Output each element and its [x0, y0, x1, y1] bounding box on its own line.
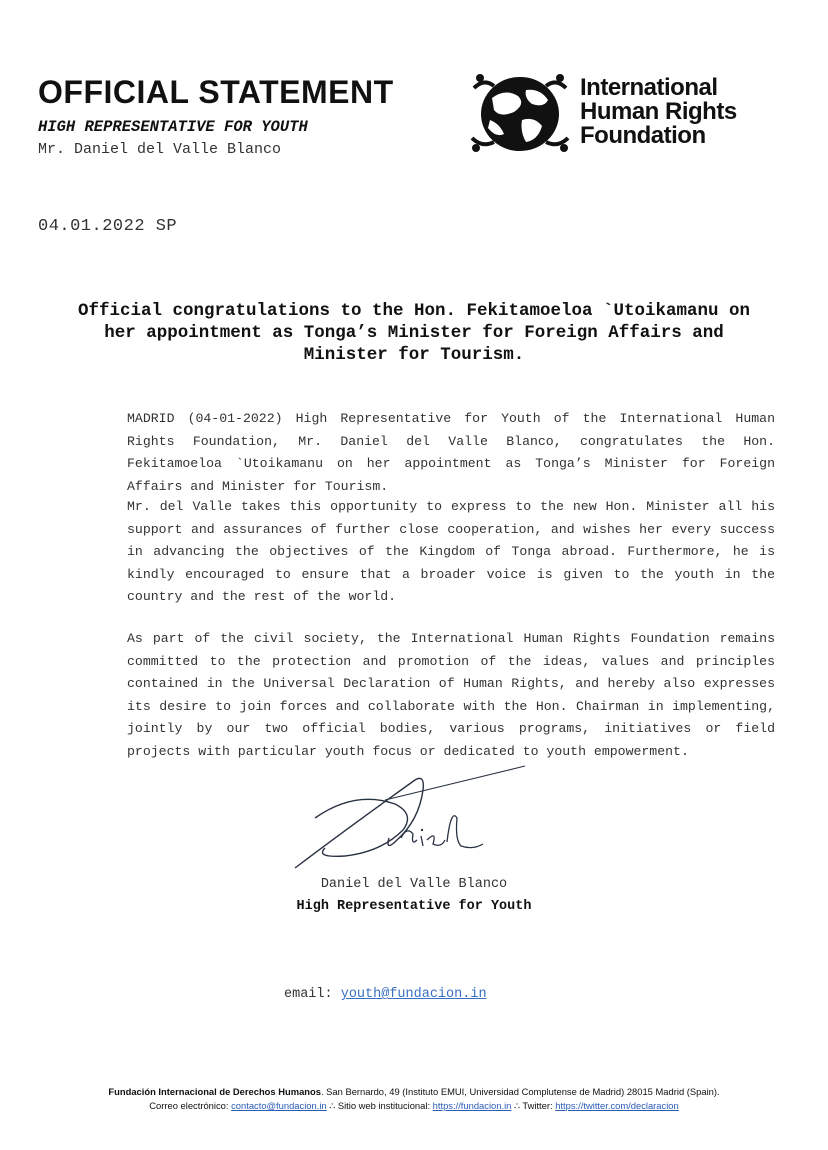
headline-line1: Official congratulations to the Hon. Fekitamoeloa `Utoikamanu on — [77, 301, 751, 321]
representative-name: Mr. Daniel del Valle Blanco — [38, 141, 282, 158]
logo-text-line1: International — [580, 74, 718, 101]
footer-twitter-link[interactable]: https://twitter.com/declaracion — [555, 1100, 679, 1111]
signer-role: High Representative for Youth — [296, 899, 532, 914]
email-label: email: — [284, 987, 333, 1002]
headline-line3: Minister for Tourism. — [303, 345, 525, 365]
handwritten-signature — [285, 760, 535, 875]
body-paragraph-3: As part of the civil society, the International Human Rights Foundation remains committed to the protection and promotion of the ideas, values and principles contained in the Universal Declaration of Human Rights, and hereby also expresses its desire to join forces and collaborate with the Hon. Chairman in implementing, jointly by our two official bodies, various programs, initiatives or field projects with particular youth focus or dedicated to youth empowerment. — [127, 631, 775, 759]
footer-email-link[interactable]: contacto@fundacion.in — [231, 1100, 327, 1111]
footer-address — [0, 1086, 828, 1097]
logo-text-line2: Human Rights — [580, 98, 737, 125]
signer-name: Daniel del Valle Blanco — [320, 877, 508, 892]
footer-address-text: . San Bernardo, 49 (Instituto EMUI, Universidad Complutense de Madrid) 28015 Madrid (Spain). — [320, 1086, 720, 1097]
footer-web-label: Sitio web institucional: — [337, 1100, 431, 1111]
logo-text-line3: Foundation — [580, 122, 706, 149]
headline-line2: her appointment as Tonga’s Minister for Foreign Affairs and — [104, 323, 724, 343]
footer-separator: ∴ — [513, 1100, 520, 1111]
footer-twitter-label: Twitter: — [522, 1100, 553, 1111]
document-title: OFFICIAL STATEMENT — [38, 74, 394, 110]
footer-links — [0, 1100, 828, 1112]
contact-email — [284, 987, 487, 1002]
footer-email-label: Correo electrónico: — [149, 1100, 229, 1111]
footer-org-name: Fundación Internacional de Derechos Humanos — [108, 1086, 321, 1097]
foundation-logo — [470, 68, 760, 158]
body-paragraph-1: MADRID (04-01-2022) High Representative for Youth of the International Human Rights Foundation, Mr. Daniel del Valle Blanco, congratulates the Hon. Fekitamoeloa `Utoikamanu on her appointment as Tonga’s Minister for Foreign Affairs and Minister for Tourism. — [127, 411, 775, 494]
body-paragraph-2: Mr. del Valle takes this opportunity to express to the new Hon. Minister all his support and assurances of further close cooperation, and wishes her every success in advancing the objectives of the Kingdom of Tonga abroad. Furthermore, he is kindly encouraged to ensure that a broader voice is given to the youth in the country and the rest of the world. — [127, 499, 775, 604]
footer-web-link[interactable]: https://fundacion.in — [432, 1100, 512, 1111]
email-link[interactable]: youth@fundacion.in — [340, 987, 487, 1002]
statement-headline — [30, 300, 798, 366]
statement-date: 04.01.2022 SP — [38, 217, 178, 236]
globe-with-figures-icon — [470, 68, 570, 158]
footer-separator: ∴ — [329, 1100, 336, 1111]
document-subtitle: HIGH REPRESENTATIVE FOR YOUTH — [38, 118, 308, 136]
